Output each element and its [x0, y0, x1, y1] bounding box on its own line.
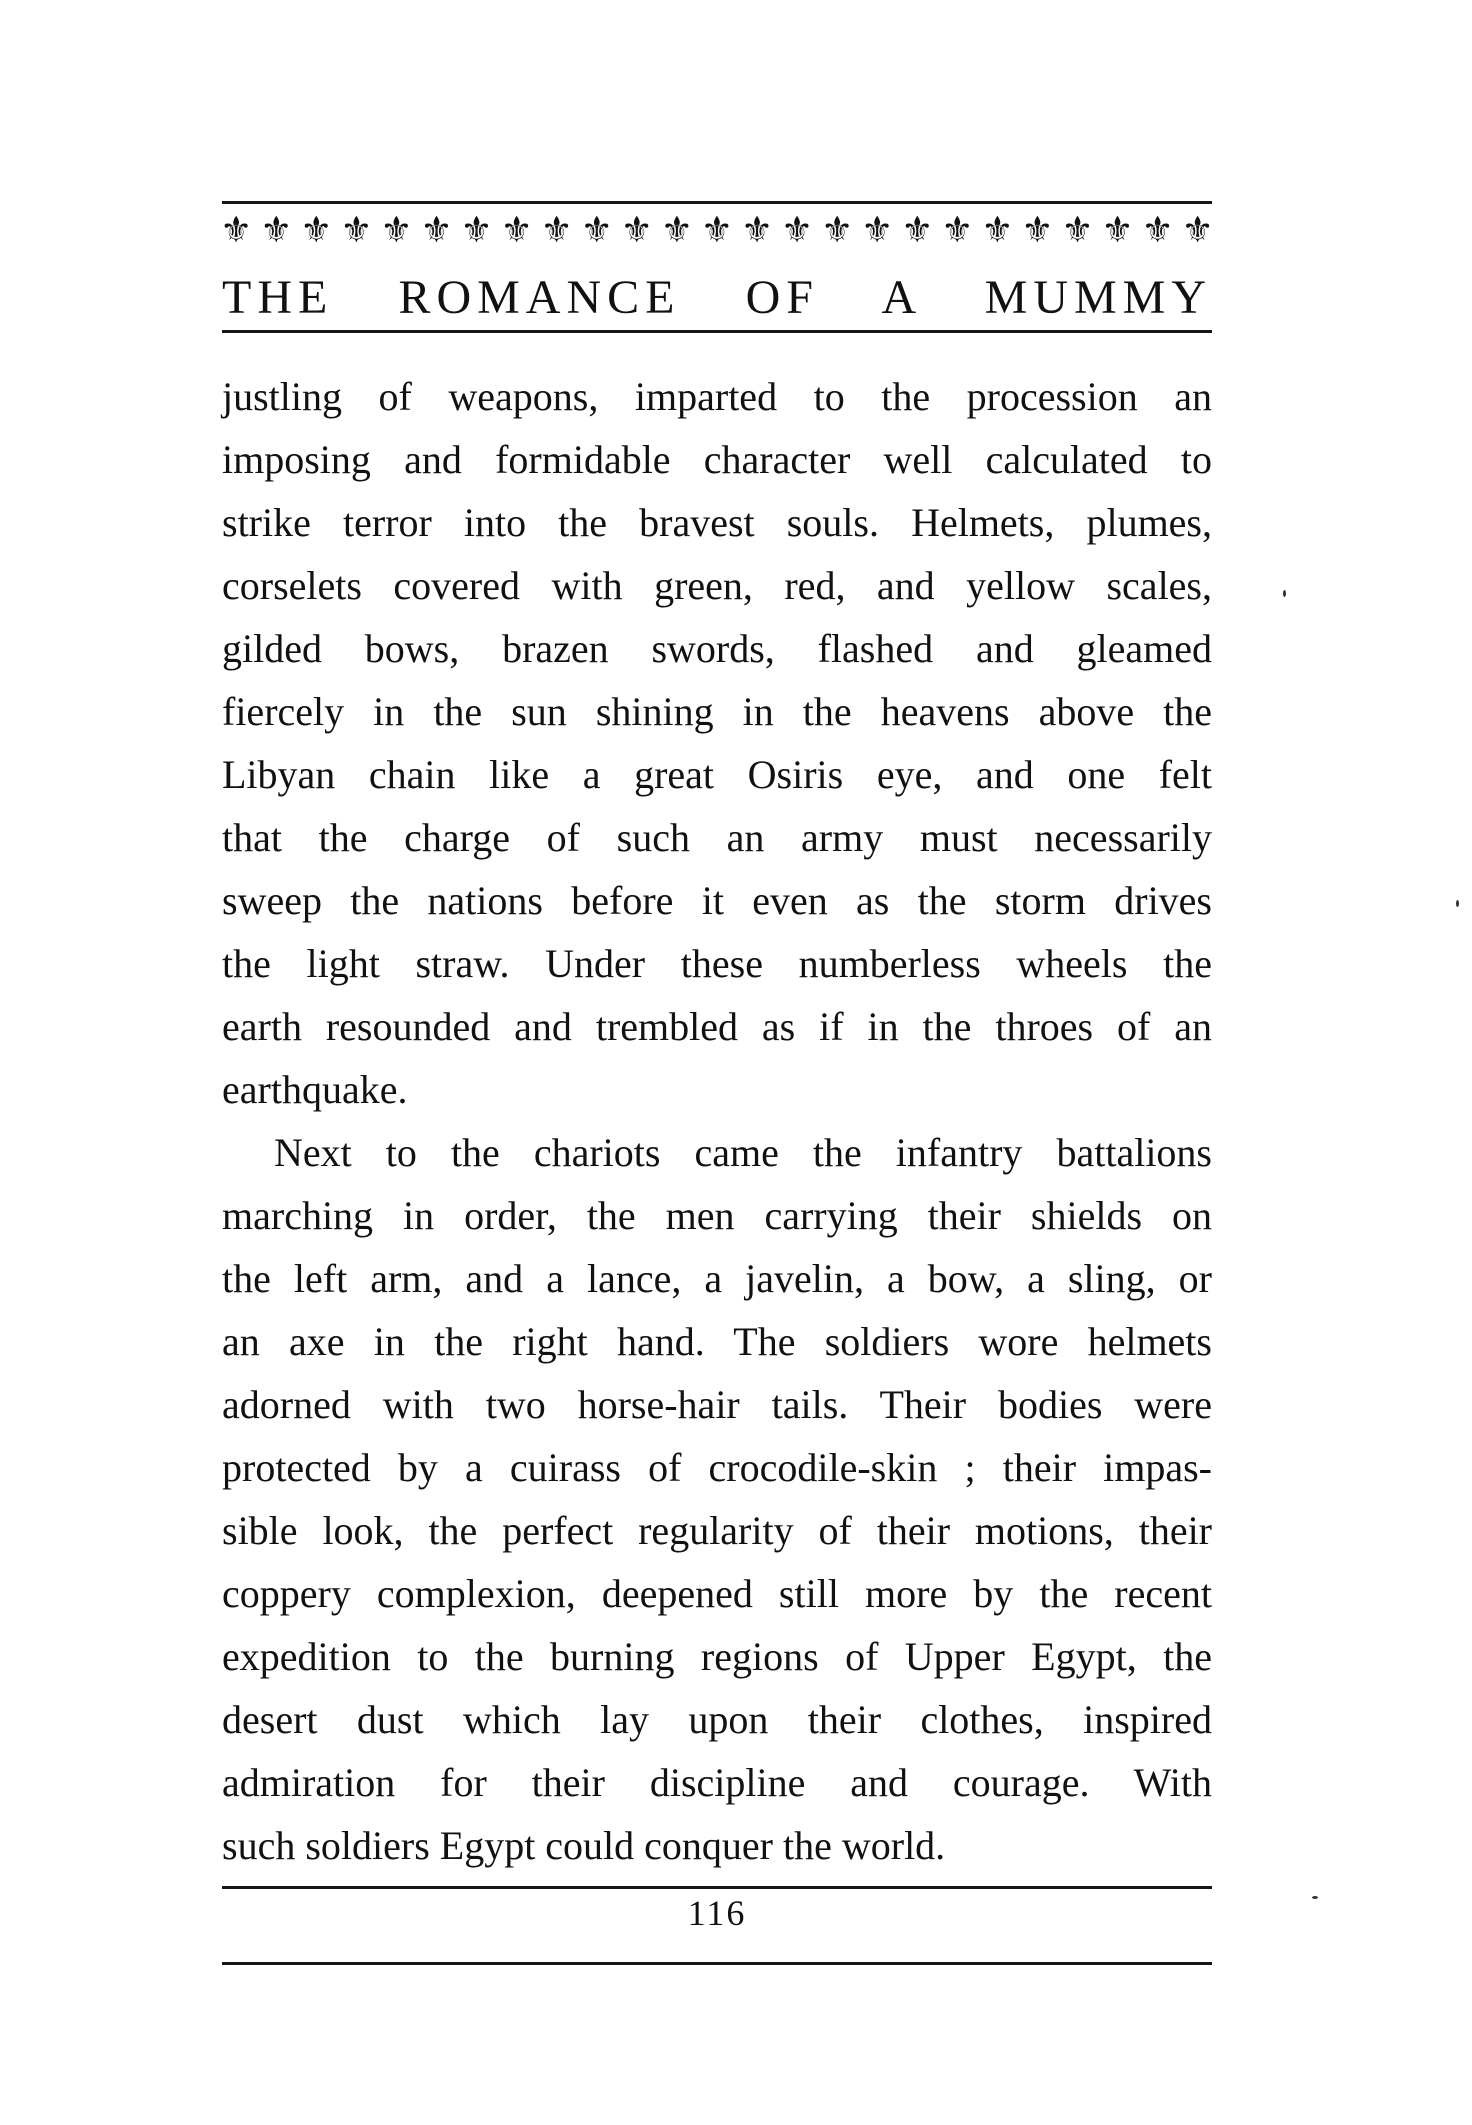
fleur-de-lis-icon: ⚜ — [981, 210, 1014, 251]
text-line: gilded bows, brazen swords, flashed and gleamed — [222, 626, 1212, 671]
fleur-de-lis-icon: ⚜ — [700, 210, 734, 251]
text-line: the light straw. Under these numberless wheels the — [222, 941, 1212, 986]
text-line: expedition to the burning regions of Upper Egypt, the — [222, 1634, 1212, 1679]
text-line: earthquake. — [222, 1067, 408, 1112]
fleur-de-lis-icon: ⚜ — [260, 210, 293, 251]
fleur-de-lis-icon: ⚜ — [740, 210, 774, 251]
text-line: Libyan chain like a great Osiris eye, and one felt — [222, 752, 1212, 797]
footer-bottom-rule — [222, 1962, 1212, 1965]
fleur-de-lis-icon: ⚜ — [340, 210, 373, 251]
text-line: the left arm, and a lance, a javelin, a bow, a sling, or — [222, 1256, 1212, 1301]
fleur-de-lis-icon: ⚜ — [540, 210, 573, 251]
header-bottom-rule — [222, 330, 1212, 333]
fleur-de-lis-icon: ⚜ — [460, 210, 493, 251]
text-line: protected by a cuirass of crocodile-skin ; their impas- — [222, 1445, 1212, 1490]
fleur-de-lis-icon: ⚜ — [901, 210, 934, 251]
text-line: marching in order, the men carrying their shields on — [222, 1193, 1212, 1238]
fleur-de-lis-icon: ⚜ — [420, 210, 453, 251]
fleur-de-lis-icon: ⚜ — [820, 210, 854, 251]
fleur-de-lis-icon: ⚜ — [1061, 210, 1094, 251]
body-text — [222, 365, 1212, 1877]
fleur-de-lis-icon: ⚜ — [941, 210, 974, 251]
stray-mark — [1312, 1896, 1318, 1899]
text-line: justling of weapons, imparted to the procession an — [222, 374, 1212, 419]
page-number: 116 — [687, 1893, 747, 1933]
fleur-de-lis-icon: ⚜ — [780, 210, 814, 251]
text-line: an axe in the right hand. The soldiers wore helmets — [222, 1319, 1212, 1364]
fleur-de-lis-icon: ⚜ — [1021, 210, 1054, 251]
text-line: sible look, the perfect regularity of their motions, their — [222, 1508, 1212, 1553]
fleur-de-lis-icon: ⚜ — [580, 210, 613, 251]
fleur-de-lis-icon: ⚜ — [1101, 210, 1134, 251]
stray-mark — [1456, 900, 1459, 907]
text-line: admiration for their discipline and courage. With — [222, 1760, 1212, 1805]
fleur-de-lis-icon: ⚜ — [500, 210, 533, 251]
fleur-de-lis-icon: ⚜ — [380, 210, 413, 251]
header-top-rule — [222, 201, 1212, 204]
text-line: Next to the chariots came the infantry battalions — [274, 1130, 1212, 1175]
text-line: strike terror into the bravest souls. Helmets, plumes, — [222, 500, 1212, 545]
fleuron-ornament-band — [220, 208, 1214, 254]
stray-mark — [1283, 590, 1286, 597]
fleur-de-lis-icon: ⚜ — [660, 210, 693, 251]
text-line: adorned with two horse-hair tails. Their bodies were — [222, 1382, 1212, 1427]
fleur-de-lis-icon: ⚜ — [861, 210, 894, 251]
fleur-de-lis-icon: ⚜ — [620, 210, 653, 251]
footer-top-rule — [222, 1886, 1212, 1889]
text-line: corselets covered with green, red, and yellow scales, — [222, 563, 1212, 608]
text-line: fiercely in the sun shining in the heavens above the — [222, 689, 1212, 734]
text-line: sweep the nations before it even as the storm drives — [222, 878, 1212, 923]
text-line: desert dust which lay upon their clothes, inspired — [222, 1697, 1212, 1742]
text-line: imposing and formidable character well calculated to — [222, 437, 1212, 482]
fleur-de-lis-icon: ⚜ — [300, 210, 333, 251]
text-line: that the charge of such an army must necessarily — [222, 815, 1212, 860]
fleur-de-lis-icon: ⚜ — [1181, 210, 1214, 251]
paragraph — [222, 365, 1212, 1121]
fleur-de-lis-icon: ⚜ — [220, 210, 253, 251]
text-line: earth resounded and trembled as if in the throes of an — [222, 1004, 1212, 1049]
fleur-de-lis-icon: ⚜ — [1141, 210, 1174, 251]
text-line: such soldiers Egypt could conquer the world. — [222, 1823, 946, 1868]
paragraph — [222, 1121, 1212, 1877]
text-line: coppery complexion, deepened still more by the recent — [222, 1571, 1212, 1616]
running-title: THE ROMANCE OF A MUMMY — [222, 271, 1212, 324]
